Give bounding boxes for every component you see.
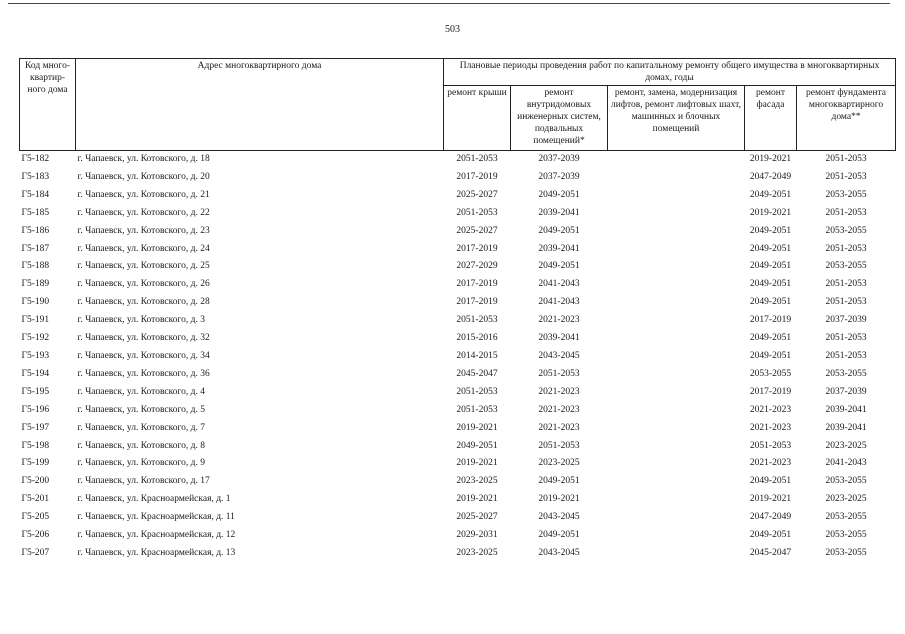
cell-house-code: Г5-200 [21, 476, 50, 487]
cell-house-code: Г5-207 [21, 547, 50, 558]
table-row [20, 294, 896, 312]
cell-address: г. Чапаевск, ул. Красноармейская, д. 11 [77, 512, 235, 523]
cell-foundation-period: 2051-2053 [825, 171, 867, 182]
table-row [20, 473, 896, 491]
cell-address: г. Чапаевск, ул. Красноармейская, д. 1 [77, 494, 231, 505]
table-row [20, 366, 896, 384]
table-row [20, 276, 896, 294]
cell-house-code: Г5-193 [21, 350, 50, 361]
cell-facade-period: 2049-2051 [749, 350, 792, 361]
cell-engineering-period: 2051-2053 [538, 368, 580, 379]
cell-house-code: Г5-186 [21, 225, 50, 236]
cell-roof-period: 2023-2025 [456, 547, 498, 558]
cell-house-code: Г5-182 [21, 154, 50, 164]
cell-foundation-period: 2051-2053 [825, 279, 867, 290]
cell-elevator-period [608, 330, 745, 348]
cell-facade-period: 2019-2021 [749, 494, 792, 505]
table-row [20, 384, 896, 402]
cell-elevator-period [608, 366, 745, 384]
cell-roof-period: 2025-2027 [456, 189, 498, 200]
cell-house-code: Г5-195 [21, 386, 50, 397]
cell-elevator-period [608, 312, 745, 330]
cell-engineering-period: 2043-2045 [538, 547, 580, 558]
cell-roof-period: 2045-2047 [456, 368, 498, 379]
cell-elevator-period [608, 187, 745, 205]
cell-engineering-period: 2037-2039 [538, 171, 580, 182]
cell-foundation-period: 2053-2055 [825, 512, 867, 523]
cell-facade-period: 2049-2051 [749, 333, 792, 344]
cell-house-code: Г5-190 [21, 297, 50, 308]
cell-engineering-period: 2019-2021 [538, 494, 580, 505]
cell-foundation-period: 2053-2055 [825, 225, 867, 236]
table-row [20, 330, 896, 348]
cell-elevator-period [608, 438, 745, 456]
cell-roof-period: 2051-2053 [456, 404, 498, 415]
cell-house-code: Г5-199 [21, 458, 50, 469]
cell-foundation-period: 2051-2053 [825, 154, 867, 164]
cell-foundation-period: 2041-2043 [825, 458, 867, 469]
cell-facade-period: 2053-2055 [749, 368, 792, 379]
cell-roof-period: 2017-2019 [456, 297, 498, 308]
table-row [20, 509, 896, 527]
cell-facade-period: 2017-2019 [749, 386, 792, 397]
cell-facade-period: 2049-2051 [749, 476, 792, 487]
cell-foundation-period: 2051-2053 [825, 207, 867, 218]
cell-house-code: Г5-184 [21, 189, 50, 200]
cell-elevator-period [608, 491, 745, 509]
cell-engineering-period: 2043-2045 [538, 350, 580, 361]
cell-roof-period: 2014-2015 [456, 350, 498, 361]
cell-address: г. Чапаевск, ул. Красноармейская, д. 13 [77, 547, 236, 558]
cell-facade-period: 2049-2051 [749, 243, 792, 254]
cell-roof-period: 2051-2053 [456, 386, 498, 397]
cell-engineering-period: 2051-2053 [538, 440, 580, 451]
table-row [20, 312, 896, 330]
top-border-line [8, 3, 890, 4]
table-row [20, 455, 896, 473]
cell-roof-period: 2051-2053 [456, 315, 498, 326]
cell-house-code: Г5-197 [21, 422, 50, 433]
cell-address: г. Чапаевск, ул. Котовского, д. 32 [77, 333, 210, 344]
cell-foundation-period: 2053-2055 [825, 368, 867, 379]
cell-engineering-period: 2021-2023 [538, 422, 580, 433]
cell-house-code: Г5-192 [21, 333, 50, 344]
cell-facade-period: 2051-2053 [749, 440, 792, 451]
header-facade-repair: ремонт фасада [745, 86, 797, 151]
cell-elevator-period [608, 294, 745, 312]
cell-roof-period: 2017-2019 [456, 279, 498, 290]
cell-house-code: Г5-188 [21, 261, 50, 272]
cell-roof-period: 2015-2016 [456, 333, 498, 344]
cell-facade-period: 2049-2051 [749, 225, 792, 236]
cell-foundation-period: 2051-2053 [825, 243, 867, 254]
cell-elevator-period [608, 241, 745, 259]
cell-engineering-period: 2049-2051 [538, 189, 580, 200]
cell-address: г. Чапаевск, ул. Котовского, д. 21 [77, 189, 210, 200]
cell-address: г. Чапаевск, ул. Котовского, д. 24 [77, 243, 210, 254]
cell-address: г. Чапаевск, ул. Котовского, д. 20 [77, 171, 210, 182]
cell-address: г. Чапаевск, ул. Котовского, д. 18 [77, 154, 210, 164]
cell-address: г. Чапаевск, ул. Котовского, д. 8 [77, 440, 205, 451]
cell-house-code: Г5-205 [21, 512, 50, 523]
cell-address: г. Чапаевск, ул. Котовского, д. 5 [77, 404, 205, 415]
cell-roof-period: 2019-2021 [456, 494, 498, 505]
cell-foundation-period: 2037-2039 [825, 386, 867, 397]
cell-address: г. Чапаевск, ул. Котовского, д. 36 [77, 368, 210, 379]
cell-facade-period: 2017-2019 [749, 315, 792, 326]
cell-roof-period: 2017-2019 [456, 171, 498, 182]
cell-engineering-period: 2037-2039 [538, 154, 580, 164]
cell-engineering-period: 2043-2045 [538, 512, 580, 523]
cell-address: г. Чапаевск, ул. Котовского, д. 28 [77, 297, 210, 308]
cell-engineering-period: 2039-2041 [538, 333, 580, 344]
cell-foundation-period: 2051-2053 [825, 297, 867, 308]
cell-elevator-period [608, 420, 745, 438]
table-row [20, 491, 896, 509]
cell-foundation-period: 2023-2025 [825, 440, 867, 451]
cell-facade-period: 2045-2047 [749, 547, 792, 558]
cell-address: г. Чапаевск, ул. Котовского, д. 4 [77, 386, 205, 397]
table-row [20, 258, 896, 276]
cell-roof-period: 2029-2031 [456, 530, 498, 541]
cell-address: г. Чапаевск, ул. Котовского, д. 25 [77, 261, 210, 272]
cell-house-code: Г5-194 [21, 368, 50, 379]
cell-engineering-period: 2049-2051 [538, 261, 580, 272]
cell-facade-period: 2049-2051 [749, 261, 792, 272]
cell-elevator-period [608, 223, 745, 241]
table-row [20, 241, 896, 259]
table-row [20, 527, 896, 545]
cell-facade-period: 2049-2051 [749, 297, 792, 308]
cell-house-code: Г5-183 [21, 171, 50, 182]
cell-foundation-period: 2053-2055 [825, 476, 867, 487]
cell-roof-period: 2023-2025 [456, 476, 498, 487]
cell-engineering-period: 2049-2051 [538, 476, 580, 487]
cell-elevator-period [608, 258, 745, 276]
cell-elevator-period [608, 384, 745, 402]
cell-roof-period: 2025-2027 [456, 512, 498, 523]
table-row [20, 545, 896, 563]
cell-roof-period: 2019-2021 [456, 422, 498, 433]
cell-house-code: Г5-196 [21, 404, 50, 415]
cell-address: г. Чапаевск, ул. Котовского, д. 23 [77, 225, 210, 236]
table-row [20, 438, 896, 456]
cell-roof-period: 2051-2053 [456, 154, 498, 164]
cell-foundation-period: 2051-2053 [825, 350, 867, 361]
header-house-code: Код много-квартир-ного дома [20, 59, 76, 151]
cell-engineering-period: 2041-2043 [538, 297, 580, 308]
table-row [20, 169, 896, 187]
table-row [20, 187, 896, 205]
cell-address: г. Чапаевск, ул. Котовского, д. 3 [77, 315, 205, 326]
cell-elevator-period [608, 402, 745, 420]
table-body [20, 151, 896, 563]
cell-engineering-period: 2049-2051 [538, 530, 580, 541]
cell-engineering-period: 2049-2051 [538, 225, 580, 236]
cell-elevator-period [608, 455, 745, 473]
cell-engineering-period: 2023-2025 [538, 458, 580, 469]
cell-engineering-period: 2021-2023 [538, 404, 580, 415]
cell-foundation-period: 2053-2055 [825, 530, 867, 541]
cell-address: г. Чапаевск, ул. Котовского, д. 22 [77, 207, 210, 218]
header-engineering-repair: ремонт внутридомовых инженерных систем, подвальных помещений* [511, 86, 608, 151]
cell-engineering-period: 2021-2023 [538, 386, 580, 397]
cell-foundation-period: 2039-2041 [825, 422, 867, 433]
table-row [20, 151, 896, 169]
table-row [20, 402, 896, 420]
cell-foundation-period: 2023-2025 [825, 494, 867, 505]
cell-house-code: Г5-189 [21, 279, 50, 290]
cell-engineering-period: 2039-2041 [538, 243, 580, 254]
cell-address: г. Чапаевск, ул. Красноармейская, д. 12 [77, 530, 236, 541]
table-row [20, 205, 896, 223]
cell-elevator-period [608, 276, 745, 294]
cell-elevator-period [608, 348, 745, 366]
cell-elevator-period [608, 473, 745, 491]
cell-elevator-period [608, 205, 745, 223]
cell-facade-period: 2047-2049 [749, 512, 792, 523]
cell-roof-period: 2017-2019 [456, 243, 498, 254]
cell-elevator-period [608, 169, 745, 187]
capital-repair-table [19, 58, 896, 563]
cell-roof-period: 2019-2021 [456, 458, 498, 469]
cell-facade-period: 2047-2049 [749, 171, 792, 182]
cell-facade-period: 2019-2021 [749, 207, 792, 218]
cell-foundation-period: 2053-2055 [825, 261, 867, 272]
cell-elevator-period [608, 509, 745, 527]
cell-facade-period: 2021-2023 [749, 458, 792, 469]
cell-elevator-period [608, 527, 745, 545]
page-number: 503 [445, 24, 460, 35]
table-row [20, 348, 896, 366]
cell-house-code: Г5-187 [21, 243, 50, 254]
cell-facade-period: 2021-2023 [749, 404, 792, 415]
cell-address: г. Чапаевск, ул. Котовского, д. 17 [77, 476, 210, 487]
cell-facade-period: 2049-2051 [749, 189, 792, 200]
cell-house-code: Г5-198 [21, 440, 50, 451]
cell-foundation-period: 2037-2039 [825, 315, 867, 326]
cell-foundation-period: 2053-2055 [825, 189, 867, 200]
cell-roof-period: 2025-2027 [456, 225, 498, 236]
cell-address: г. Чапаевск, ул. Котовского, д. 26 [77, 279, 210, 290]
cell-foundation-period: 2053-2055 [825, 547, 867, 558]
cell-engineering-period: 2021-2023 [538, 315, 580, 326]
cell-address: г. Чапаевск, ул. Котовского, д. 7 [77, 422, 205, 433]
cell-elevator-period [608, 545, 745, 563]
cell-foundation-period: 2039-2041 [825, 404, 867, 415]
cell-address: г. Чапаевск, ул. Котовского, д. 9 [77, 458, 205, 469]
cell-facade-period: 2019-2021 [749, 154, 792, 164]
cell-facade-period: 2021-2023 [749, 422, 792, 433]
cell-house-code: Г5-191 [21, 315, 50, 326]
table-row [20, 420, 896, 438]
cell-address: г. Чапаевск, ул. Котовского, д. 34 [77, 350, 210, 361]
cell-foundation-period: 2051-2053 [825, 333, 867, 344]
header-address: Адрес многоквартирного дома [76, 59, 444, 151]
cell-roof-period: 2049-2051 [456, 440, 498, 451]
cell-house-code: Г5-206 [21, 530, 50, 541]
cell-facade-period: 2049-2051 [749, 530, 792, 541]
cell-facade-period: 2049-2051 [749, 279, 792, 290]
cell-engineering-period: 2039-2041 [538, 207, 580, 218]
cell-elevator-period [608, 151, 745, 169]
header-roof-repair: ремонт крыши [444, 86, 511, 151]
cell-roof-period: 2027-2029 [456, 261, 498, 272]
header-elevator-repair: ремонт, замена, модернизация лифтов, ремонт лифтовых шахт, машинных и блочных помещений [608, 86, 745, 151]
cell-engineering-period: 2041-2043 [538, 279, 580, 290]
cell-house-code: Г5-185 [21, 207, 50, 218]
cell-roof-period: 2051-2053 [456, 207, 498, 218]
header-planned-periods: Плановые периоды проведения работ по капитальному ремонту общего имущества в многоквартирных домах, годы [444, 59, 896, 86]
table-row [20, 223, 896, 241]
header-foundation-repair: ремонт фундамента многоквартирного дома** [797, 86, 896, 151]
cell-house-code: Г5-201 [21, 494, 50, 505]
